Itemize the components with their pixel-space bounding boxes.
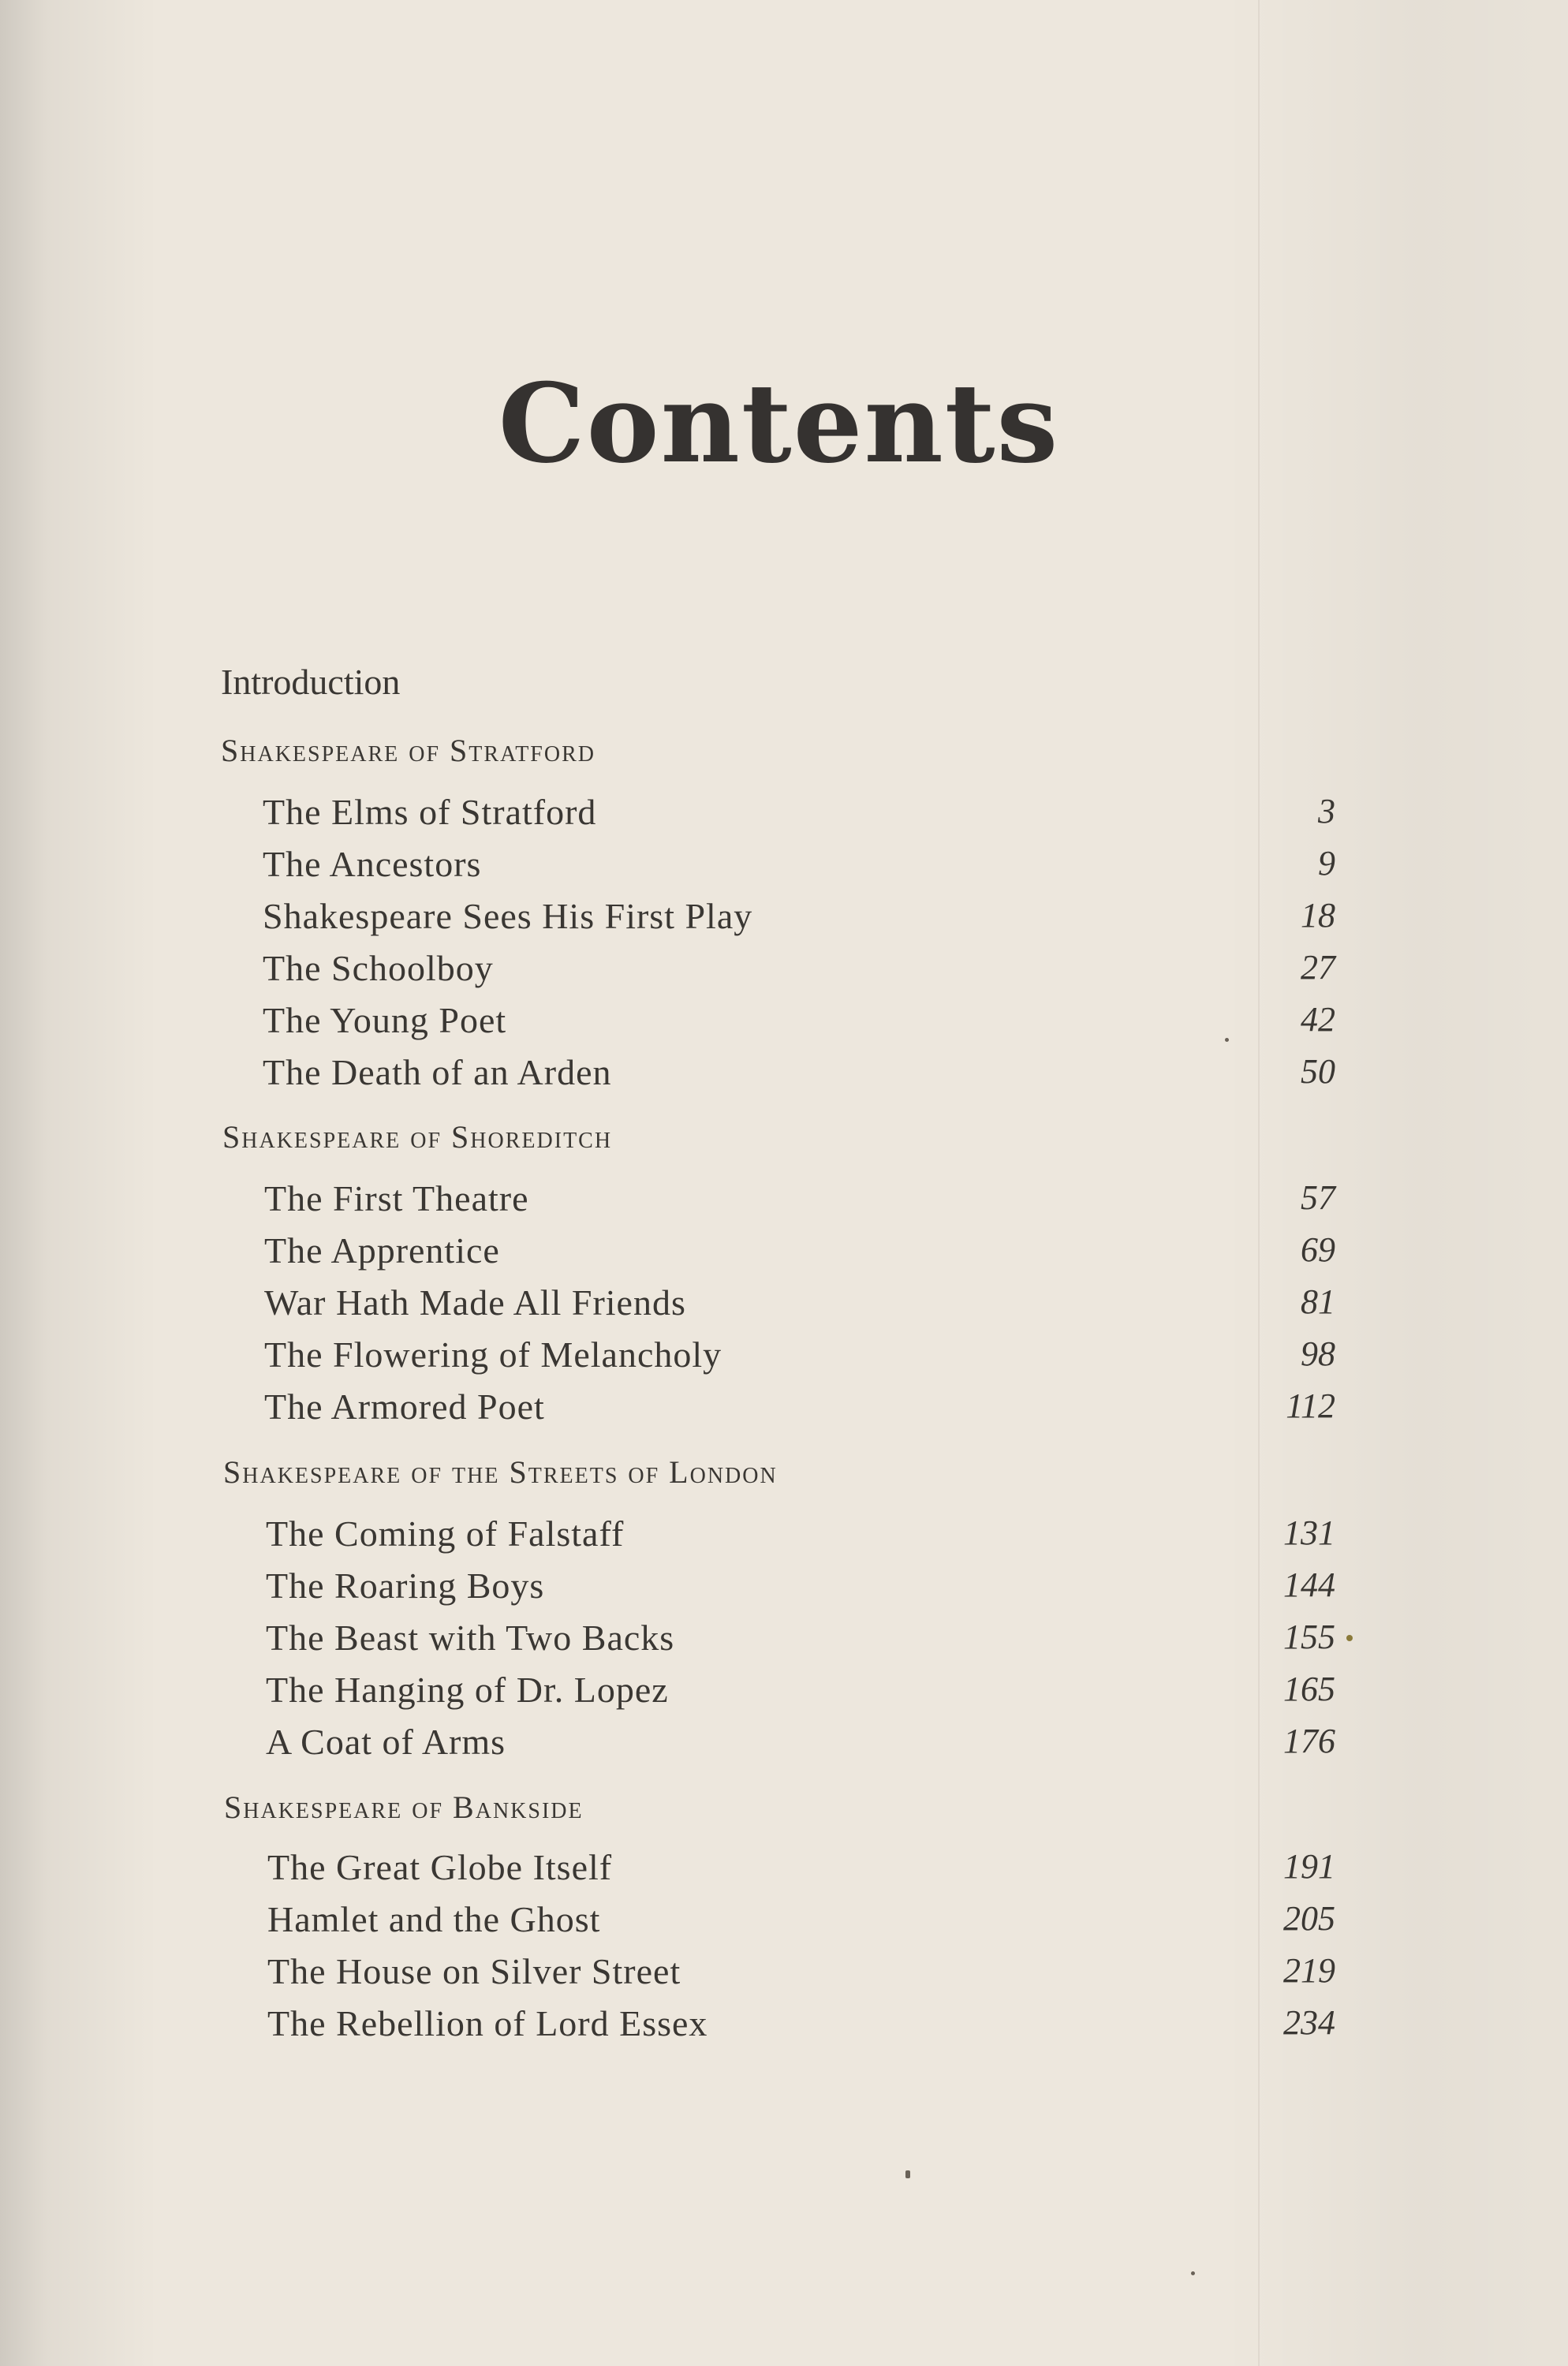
toc-entry-page: 3 [1318,792,1335,830]
toc-entry-title: The First Theatre [264,1178,529,1218]
toc-entry-page: 69 [1301,1230,1335,1269]
paper-speck [1191,2271,1195,2275]
toc-entry-title: The Great Globe Itself [267,1847,613,1887]
page-fold-line [1258,0,1260,2366]
section-heading: Shakespeare of Stratford [221,733,595,768]
toc-entry-page: 18 [1301,896,1335,935]
toc-entry-page: 205 [1283,1899,1335,1938]
toc-entry-page: 165 [1283,1670,1335,1708]
toc-entry-title: The Rebellion of Lord Essex [267,2003,708,2043]
toc-entry-title: The Ancestors [263,844,482,884]
toc-entry-page: 131 [1283,1513,1335,1552]
toc-entry-title: The Apprentice [264,1230,500,1271]
toc-entry-title: The Coming of Falstaff [266,1513,625,1554]
section-heading: Shakespeare of Bankside [224,1789,584,1825]
toc-entry-title: The Flowering of Melancholy [264,1334,722,1375]
toc-entry-page: 50 [1301,1052,1335,1091]
toc-entry-page: 27 [1301,948,1335,987]
section-heading: Shakespeare of Shoreditch [222,1119,613,1155]
toc-entry-page: 42 [1301,1000,1335,1039]
paper-speck [1225,1038,1229,1042]
toc-entry-page: 155 [1283,1618,1335,1656]
toc-entry-title: War Hath Made All Friends [264,1282,686,1323]
toc-entry-page: 144 [1283,1566,1335,1604]
toc-entry-title: The Roaring Boys [266,1566,545,1606]
toc-entry-page: 81 [1301,1282,1335,1321]
toc-entry-page: 112 [1286,1386,1335,1425]
section-heading: Shakespeare of the Streets of London [223,1454,778,1490]
toc-entry-title: The Hanging of Dr. Lopez [266,1670,669,1710]
toc-entry-page: 219 [1283,1951,1335,1990]
toc-entry-title: The Elms of Stratford [263,792,597,832]
toc-entry-page: 98 [1301,1334,1335,1373]
toc-entry-page: 191 [1283,1847,1335,1886]
toc-entry-title: The Schoolboy [263,948,494,988]
paper-speck [1346,1635,1353,1641]
toc-entry-title: The House on Silver Street [267,1951,681,1991]
page-title: Contents [498,359,1060,487]
toc-entry-introduction: Introduction [221,662,401,702]
toc-entry-page: 234 [1283,2003,1335,2042]
toc-entry-title: The Beast with Two Backs [266,1618,675,1658]
toc-entry-page: 176 [1283,1722,1335,1760]
toc-entry-title: Hamlet and the Ghost [267,1899,601,1939]
toc-entry-title: The Death of an Arden [263,1052,612,1092]
toc-entry-page: 57 [1301,1178,1335,1217]
toc-entry-title: The Young Poet [263,1000,507,1040]
toc-entry-page: 9 [1318,844,1335,883]
toc-entry-title: A Coat of Arms [266,1722,506,1762]
paper-speck [905,2170,910,2178]
toc-entry-title: The Armored Poet [264,1386,545,1427]
toc-entry-title: Shakespeare Sees His First Play [263,896,753,936]
